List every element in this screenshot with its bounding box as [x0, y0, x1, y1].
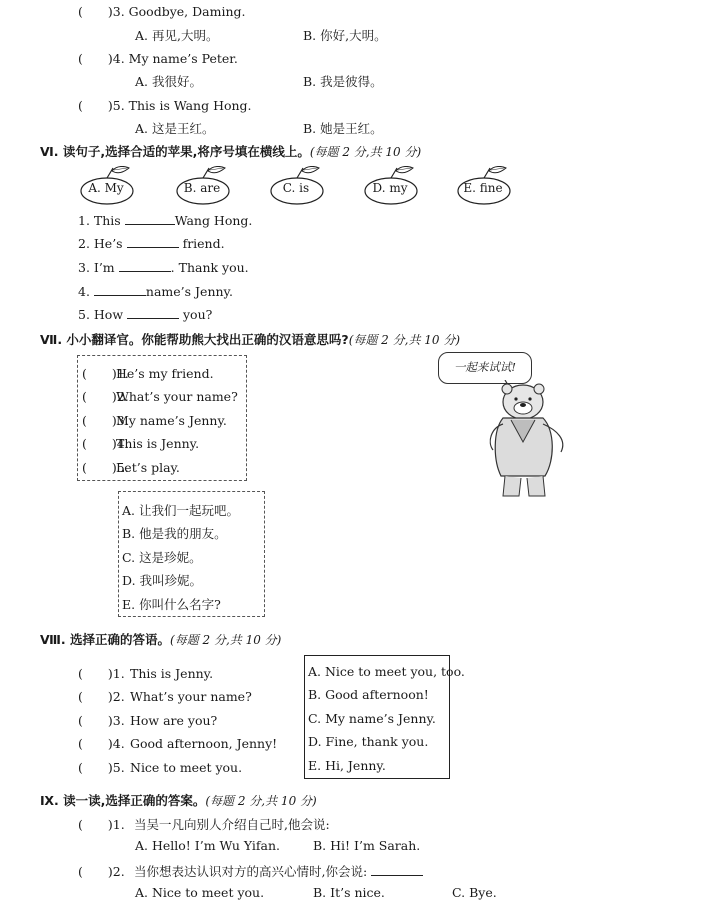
- translation-option-c: C. 这是珍妮。: [122, 550, 202, 565]
- answer-paren[interactable]: ( )2.: [78, 689, 125, 704]
- apple-label: C. is: [282, 181, 310, 195]
- question-text: 当你想表达认识对方的高兴心情时,你会说:: [134, 864, 368, 879]
- speech-text: 一起来试试!: [453, 360, 517, 374]
- reading-question-1-option-b: B. Hi! I’m Sarah.: [313, 838, 421, 853]
- question-text: How are you?: [130, 713, 218, 728]
- reply-question-4: [78, 734, 277, 752]
- item-text: 3. I’m: [78, 260, 115, 275]
- section-title: Ⅸ. 读一读,选择正确的答案。: [40, 793, 206, 808]
- section-note: (每题 2 分,共 10 分): [309, 145, 422, 159]
- item-text: 2. He’s: [78, 236, 123, 251]
- answer-paren[interactable]: ( )3.: [78, 4, 125, 19]
- reply-option-b: B. Good afternoon!: [308, 687, 429, 702]
- item-text: you?: [183, 307, 213, 322]
- answer-blank[interactable]: [127, 317, 179, 319]
- translation-question-4: [82, 434, 199, 452]
- translation-question-2: [82, 387, 238, 405]
- translation-option-e: E. 你叫什么名字?: [122, 597, 221, 612]
- answer-paren[interactable]: ( )4.: [78, 51, 125, 66]
- item-text: 4.: [78, 284, 90, 299]
- section-title: Ⅵ. 读句子,选择合适的苹果,将序号填在横线上。: [40, 144, 310, 159]
- apple-label: D. my: [372, 181, 408, 195]
- reply-question-2: [78, 687, 252, 705]
- reply-question-1: [78, 664, 213, 682]
- fill-item-1: [78, 213, 252, 228]
- question-text: What’s your name?: [116, 389, 238, 404]
- question-text: Goodbye, Daming.: [128, 4, 246, 19]
- apple-option-e: [456, 166, 538, 206]
- q5-4-option-a: A. 我很好。: [135, 74, 202, 89]
- question-text: Let’s play.: [116, 460, 180, 475]
- item-text: . Thank you.: [170, 260, 249, 275]
- answer-paren[interactable]: ( )3.: [82, 413, 129, 428]
- answer-blank[interactable]: [125, 223, 175, 225]
- fill-item-2: [78, 236, 225, 251]
- item-text: Wang Hong.: [174, 213, 253, 228]
- answer-paren[interactable]: ( )3.: [78, 713, 125, 728]
- reading-question-1: [78, 815, 330, 833]
- section-note: (每题 2 分,共 10 分): [205, 794, 317, 808]
- translation-question-5: [82, 458, 180, 476]
- q5-3-option-b: B. 你好,大明。: [303, 28, 387, 43]
- answer-paren[interactable]: ( )4.: [82, 436, 129, 451]
- answer-paren[interactable]: ( )2.: [82, 389, 129, 404]
- section-note: (每题 2 分,共 10 分): [170, 633, 282, 647]
- question-text: My name’s Peter.: [128, 51, 238, 66]
- question-text: Good afternoon, Jenny!: [130, 736, 278, 751]
- reading-question-2-option-b: B. It’s nice.: [313, 885, 385, 900]
- bear-illustration: [485, 380, 575, 502]
- reading-question-2-option-a: A. Nice to meet you.: [135, 885, 265, 900]
- section-title: Ⅷ. 选择正确的答语。: [40, 632, 171, 647]
- question-text: What’s your name?: [130, 689, 252, 704]
- answer-paren[interactable]: ( )1.: [78, 666, 125, 681]
- reply-question-3: [78, 711, 217, 729]
- translation-option-a: A. 让我们一起玩吧。: [122, 503, 239, 518]
- question-text: 当吴一凡向别人介绍自己时,他会说:: [134, 817, 330, 832]
- answer-paren[interactable]: ( )5.: [82, 460, 129, 475]
- question-text: This is Wang Hong.: [128, 98, 252, 113]
- q5-5-option-a: A. 这是王红。: [135, 121, 215, 136]
- answer-paren[interactable]: ( )4.: [78, 736, 125, 751]
- apple-label: B. are: [183, 181, 221, 195]
- fill-item-3: [78, 260, 249, 275]
- question-text: This is Jenny.: [116, 436, 200, 451]
- item-text: name’s Jenny.: [145, 284, 233, 299]
- question-text: Nice to meet you.: [130, 760, 243, 775]
- section-7-heading: [40, 330, 460, 348]
- item-text: friend.: [182, 236, 225, 251]
- item-text: 1. This: [78, 213, 121, 228]
- apple-option-d: [363, 166, 445, 206]
- section-6-heading: [40, 142, 421, 160]
- question-text: He’s my friend.: [116, 366, 214, 381]
- q5-5-row: [78, 96, 252, 114]
- item-text: 5. How: [78, 307, 124, 322]
- answer-blank[interactable]: [94, 294, 146, 296]
- fill-item-5: [78, 307, 212, 322]
- answer-blank[interactable]: [119, 270, 171, 272]
- apple-label: A. My: [88, 181, 124, 195]
- reading-question-2: [78, 862, 423, 880]
- reading-question-1-option-a: A. Hello! I’m Wu Yifan.: [135, 838, 281, 853]
- q5-3-option-a: A. 再见,大明。: [135, 28, 219, 43]
- q5-4-option-b: B. 我是彼得。: [303, 74, 383, 89]
- translation-option-d: D. 我叫珍妮。: [122, 573, 203, 588]
- answer-paren[interactable]: ( )5.: [78, 760, 125, 775]
- apple-label: E. fine: [463, 181, 503, 195]
- reply-option-a: A. Nice to meet you, too.: [308, 664, 465, 679]
- answer-blank[interactable]: [127, 246, 179, 248]
- answer-paren[interactable]: ( )2.: [78, 864, 125, 879]
- section-note: (每题 2 分,共 10 分): [348, 333, 461, 347]
- translation-question-1: [82, 364, 214, 382]
- question-text: This is Jenny.: [130, 666, 214, 681]
- translation-question-3: [82, 411, 227, 429]
- fill-item-4: [78, 284, 233, 299]
- reply-option-d: D. Fine, thank you.: [308, 734, 429, 749]
- answer-paren[interactable]: ( )1.: [82, 366, 129, 381]
- apple-option-c: [269, 166, 351, 206]
- q5-5-option-b: B. 她是王红。: [303, 121, 383, 136]
- reply-option-e: E. Hi, Jenny.: [308, 758, 386, 773]
- answer-paren[interactable]: ( )5.: [78, 98, 125, 113]
- translation-option-b: B. 他是我的朋友。: [122, 526, 227, 541]
- section-9-heading: [40, 791, 317, 809]
- answer-blank[interactable]: [371, 874, 423, 876]
- section-title: Ⅶ. 小小翻译官。你能帮助熊大找出正确的汉语意思吗?: [40, 332, 349, 347]
- q5-4-row: [78, 49, 238, 67]
- question-text: My name’s Jenny.: [116, 413, 227, 428]
- reply-question-5: [78, 758, 242, 776]
- apple-option-b: [175, 166, 257, 206]
- apple-option-a: [79, 166, 161, 206]
- reading-question-2-option-c: C. Bye.: [452, 885, 497, 900]
- answer-paren[interactable]: ( )1.: [78, 817, 125, 832]
- reply-option-c: C. My name’s Jenny.: [308, 711, 436, 726]
- q5-3-row: [78, 2, 245, 20]
- section-8-heading: [40, 630, 281, 648]
